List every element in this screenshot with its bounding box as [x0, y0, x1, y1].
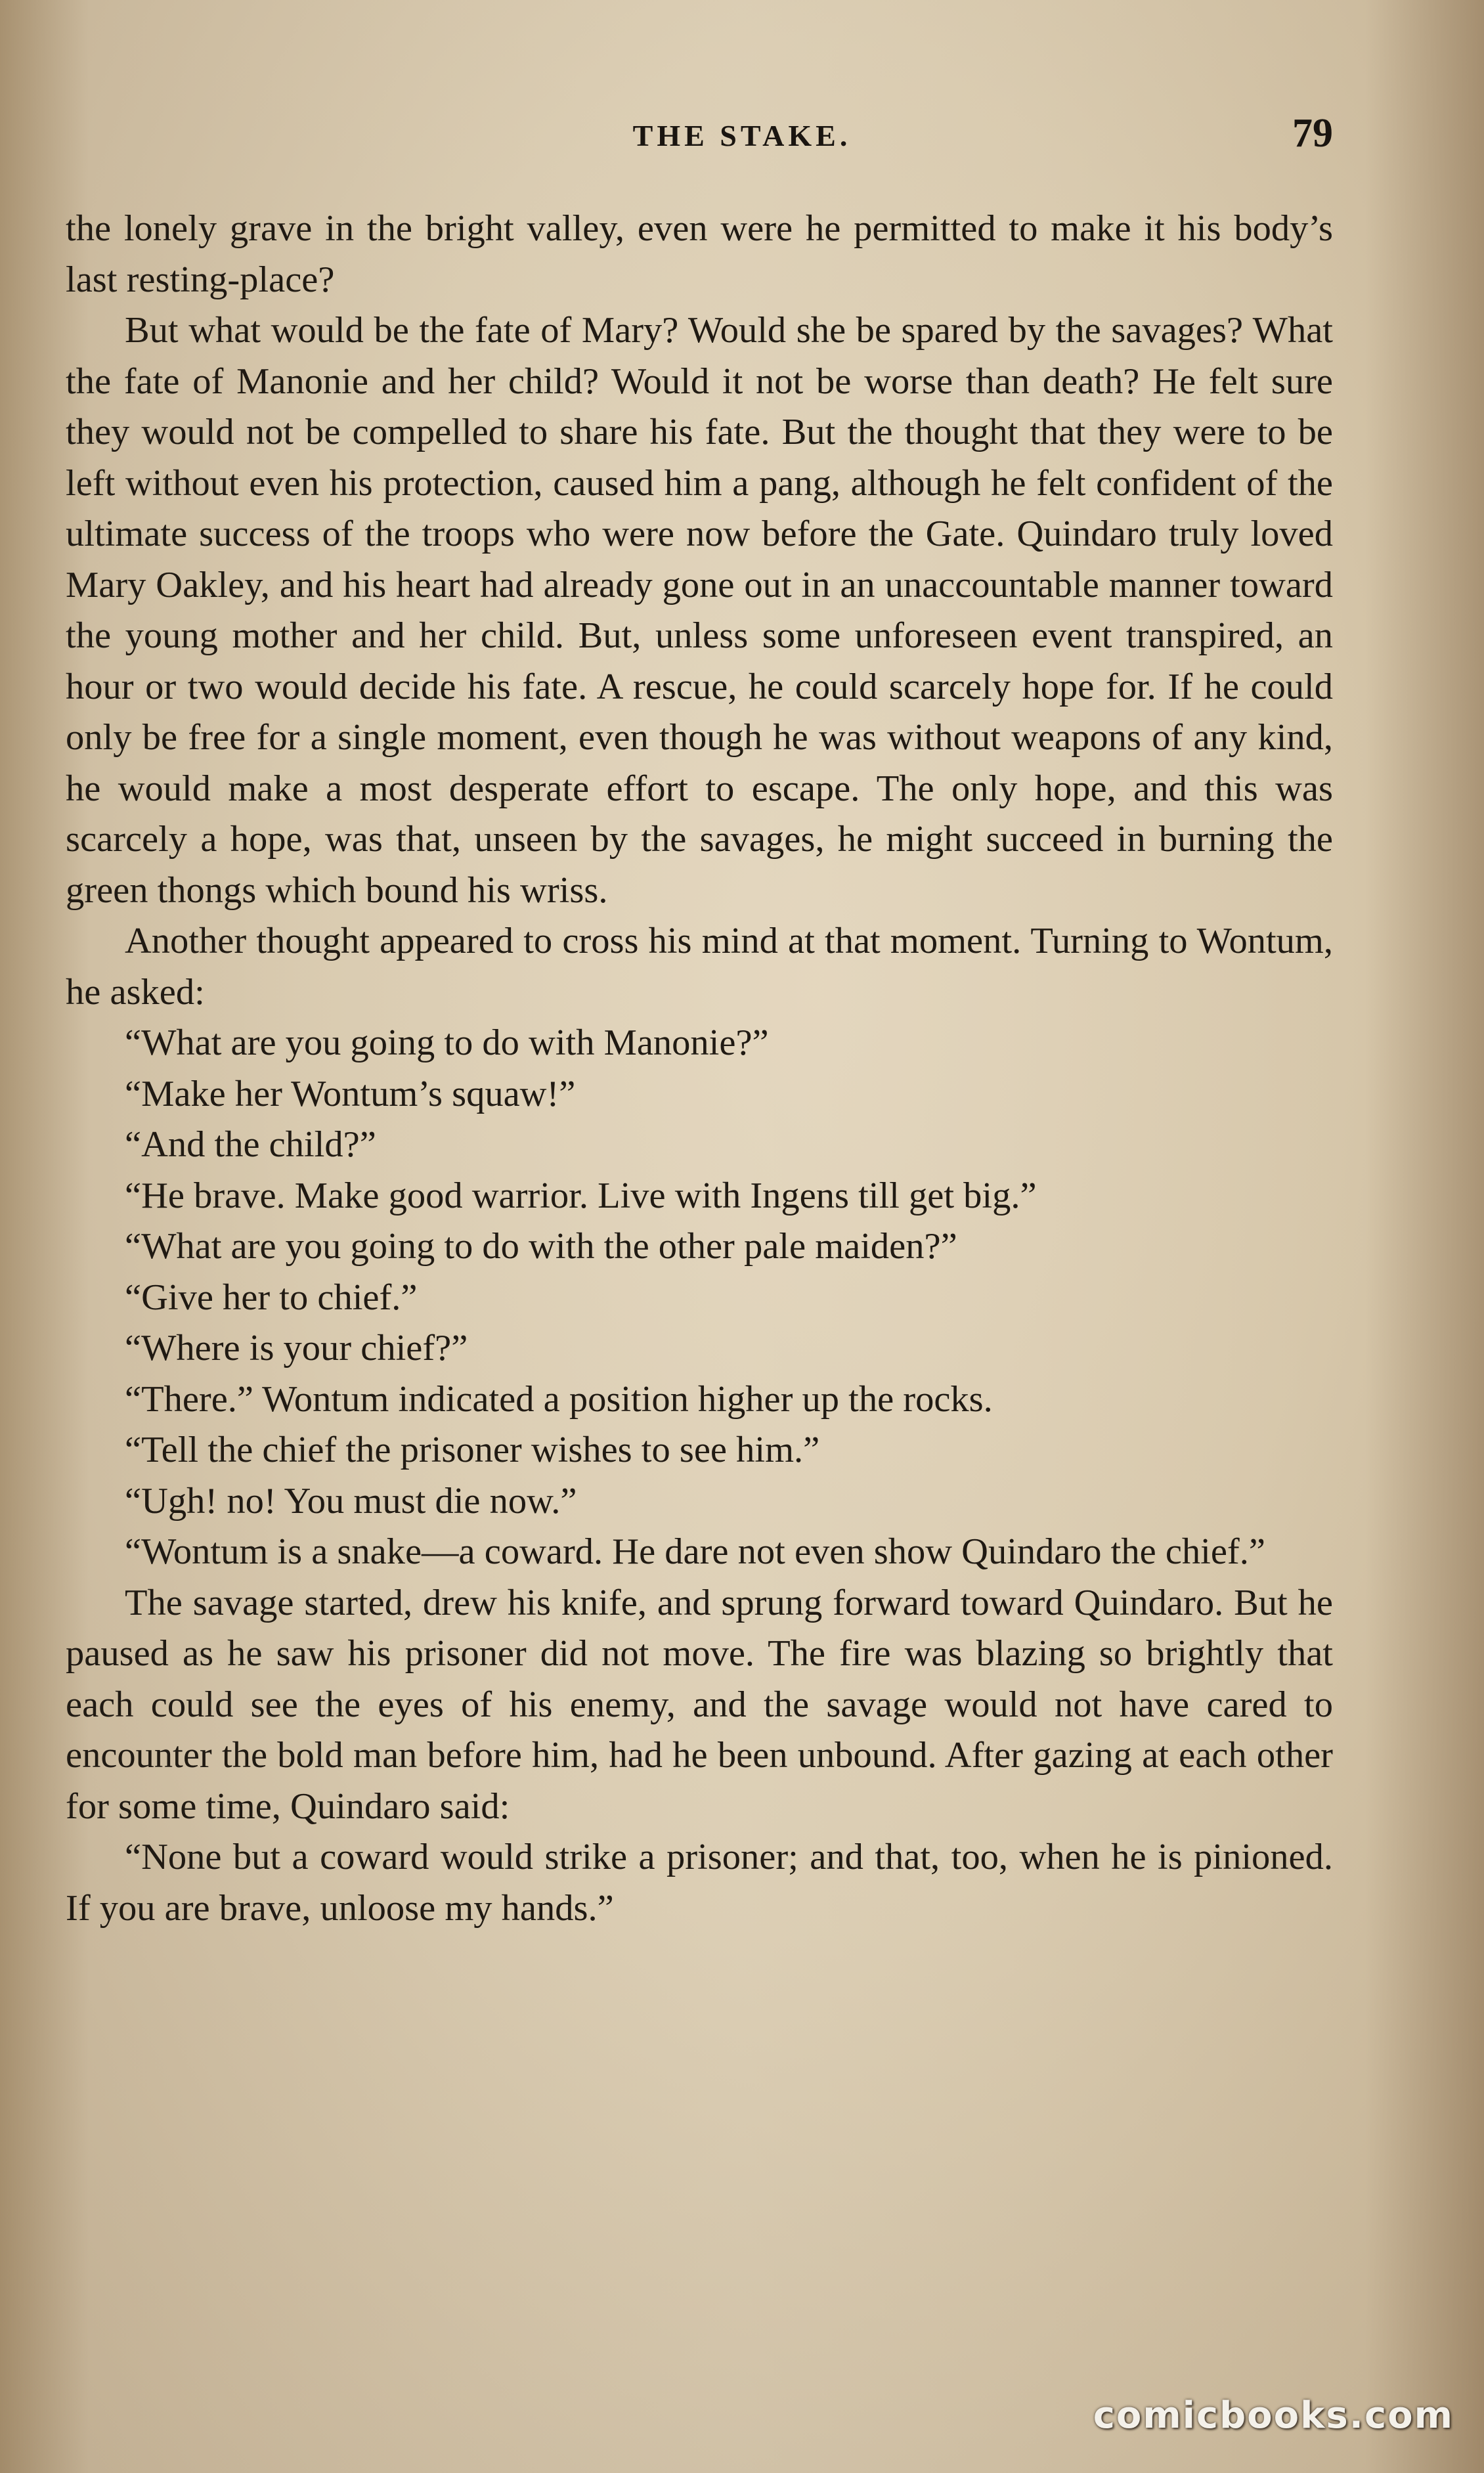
dialogue-line: “Ugh! no! You must die now.” [125, 1480, 577, 1521]
dialogue-line: “Tell the chief the prisoner wishes to see him.” [125, 1430, 820, 1470]
dialogue-line: “Wontum is a snake—a coward. He dare not even show Quindaro the chief.” [125, 1531, 1265, 1572]
dialogue-line: “He brave. Make good warrior. Live with Ingens till get big.” [125, 1175, 1037, 1216]
page-number: 79 [1292, 111, 1333, 156]
watermark: comicbooks.com [1093, 2394, 1454, 2437]
dialogue-line: “Give her to chief.” [125, 1277, 418, 1318]
paragraph-narrative: Another thought appeared to cross his mind at that moment. Turning to Wontum, he asked: [66, 921, 1333, 1013]
dialogue-line: “What are you going to do with the other pale maiden?” [125, 1226, 957, 1267]
dialogue-line: “Where is your chief?” [125, 1328, 468, 1368]
paragraph-narrative: But what would be the fate of Mary? Would she be spared by the savages? What the fate of Manonie and her child? Would it not be worse than death? He felt sure they would not be compelled to share his fate. But the thought that they were to be left without even his protection, caused him a pang, although he felt confident of the ultimate success of the troops who were now before the Gate. Quindaro truly loved Mary Oakley, and his heart had already gone out in an unaccountable manner toward the young mother and her child. But, unless some unforeseen event transpired, an hour or two would decide his fate. A rescue, he could scarcely hope for. If he could only be free for a single moment, even though he was without weapons of any kind, he would make a most desperate effort to escape. The only hope, and this was scarcely a hope, was that, unseen by the savages, he might succeed in burning the green thongs which bound his wriss. [66, 310, 1333, 911]
dialogue-line: “And the child?” [125, 1124, 376, 1165]
paragraph-continuation: the lonely grave in the bright valley, even were he permitted to make it his body’s last resting-place? [66, 208, 1333, 300]
dialogue-block [66, 1018, 1333, 1578]
dialogue-line: “What are you going to do with Manonie?” [125, 1022, 769, 1063]
running-head [0, 111, 1484, 171]
dialogue-line: “There.” Wontum indicated a position higher up the rocks. [125, 1378, 993, 1420]
paragraph-narrative: The savage started, drew his knife, and sprung forward toward Quindaro. But he paused as he saw his prisoner did not move. The fire was blazing so brightly that each could see the eyes of his enemy, and the savage would not have cared to encounter the bold man before him, had he been unbound. After gazing at each other for some time, Quindaro said: [66, 1582, 1333, 1827]
dialogue-line: “Make her Wontum’s squaw!” [125, 1073, 576, 1114]
body-text [66, 204, 1333, 1934]
dialogue-line: “None but a coward would strike a prisoner; and that, too, when he is pinioned. If you are brave, unloose my hands.” [66, 1837, 1333, 1929]
running-title: THE STAKE. [632, 119, 852, 152]
